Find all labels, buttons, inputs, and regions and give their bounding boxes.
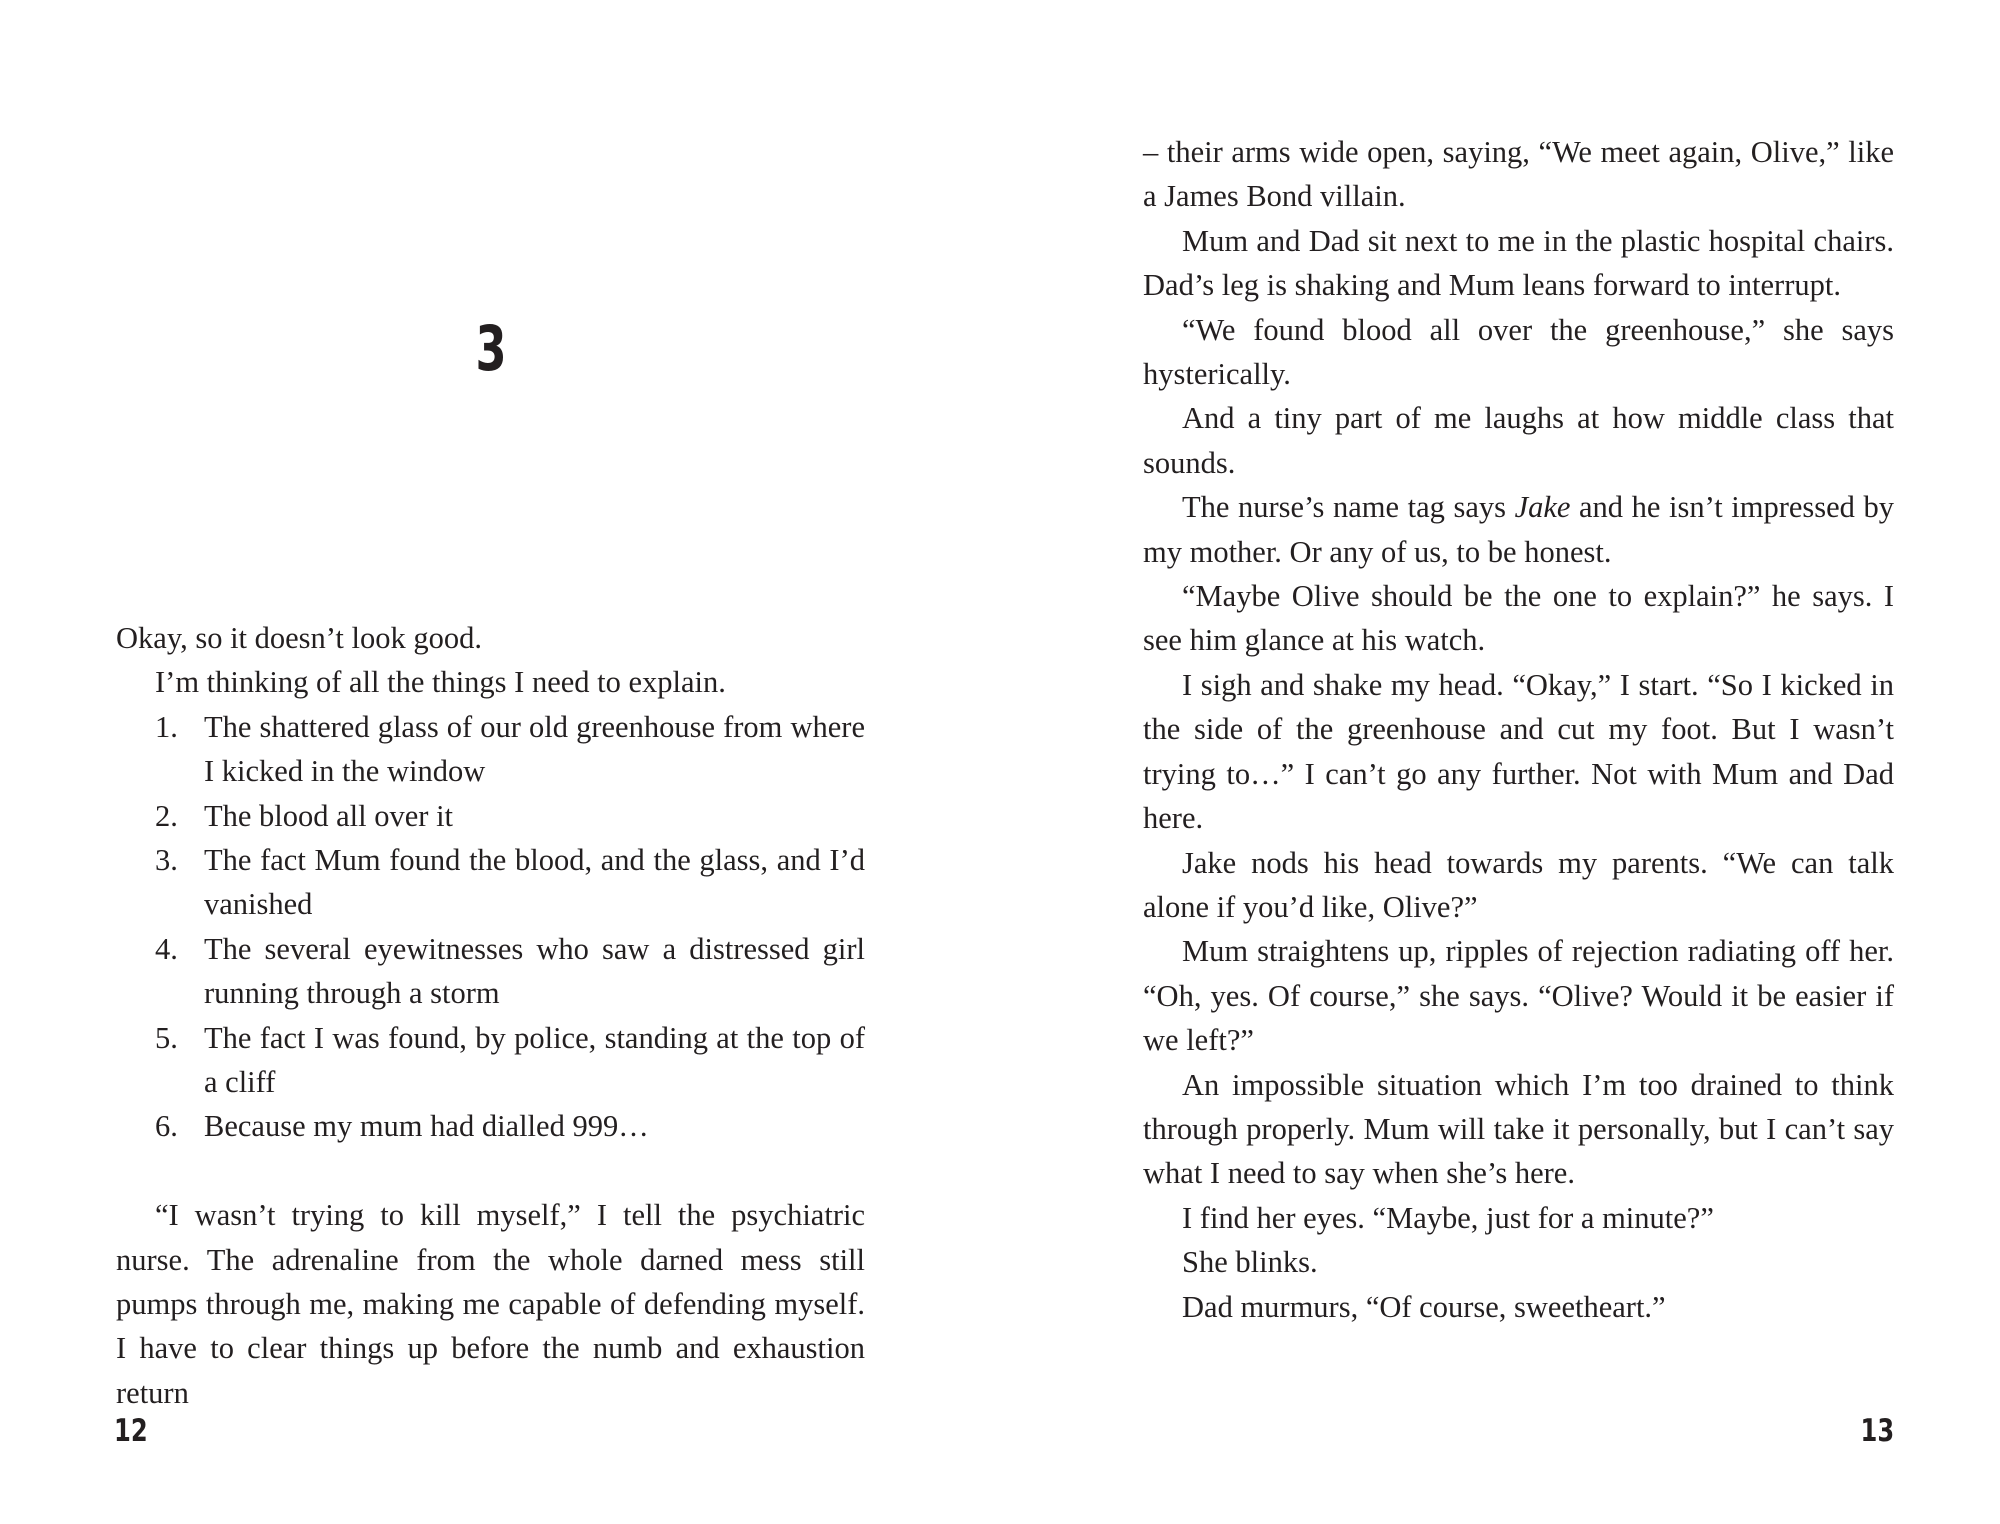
nurse-text-after: and he isn’t impressed by my mother. Or any of us, to be honest. xyxy=(1143,490,1894,569)
closing-paragraph: “I wasn’t trying to kill myself,” I tell the psychiatric nurse. The adrenaline from the whole darned mess still pumps through me, making me capable of defending myself. I have to clear things up before the numb and exhaustion return xyxy=(116,1198,865,1410)
opening-line: Okay, so it doesn’t look good. xyxy=(116,621,482,655)
list-item-text: Because my mum had dialled 999… xyxy=(204,1109,649,1144)
paragraph: And a tiny part of me laughs at how middle class that sounds. xyxy=(1143,401,1894,480)
chapter-number: 3 xyxy=(475,312,507,385)
nurse-paragraph xyxy=(1143,485,1894,574)
list-item-number: 5. xyxy=(155,1020,178,1055)
paragraph: Jake nods his head towards my parents. “We can talk alone if you’d like, Olive?” xyxy=(1143,845,1894,924)
paragraph: She blinks. xyxy=(1182,1245,1318,1280)
paragraph: Dad murmurs, “Of course, sweetheart.” xyxy=(1182,1289,1666,1324)
numbered-list xyxy=(116,705,865,1149)
list-item-text: The several eyewitnesses who saw a distressed girl running through a storm xyxy=(204,931,865,1011)
list-item-text: The fact Mum found the blood, and the glass, and I’d vanished xyxy=(204,843,865,922)
list-item-text: The fact I was found, by police, standing at the top of a cliff xyxy=(204,1020,865,1100)
nurse-text-before: The nurse’s name tag says xyxy=(1182,490,1515,525)
list-item-number: 6. xyxy=(155,1109,178,1144)
paragraph: “We found blood all over the greenhouse,” she says hysterically. xyxy=(1143,312,1894,392)
list-item-text: The blood all over it xyxy=(204,798,454,833)
section-spacer xyxy=(116,1149,865,1193)
paragraph: Mum and Dad sit next to me in the plastic hospital chairs. Dad’s leg is shaking and Mum leans forward to interrupt. xyxy=(1143,223,1894,303)
continuation-paragraph: – their arms wide open, saying, “We meet again, Olive,” like a James Bond villain. xyxy=(1143,135,1894,214)
right-page xyxy=(1000,0,2000,1524)
list-item xyxy=(116,1016,865,1105)
list-item-number: 3. xyxy=(155,843,178,878)
paragraph: An impossible situation which I’m too drained to think through properly. Mum will take it personally, but I can’t say what I need to say when she’s here. xyxy=(1143,1067,1894,1191)
list-item xyxy=(116,794,865,838)
list-item-text: The shattered glass of our old greenhouse from where I kicked in the window xyxy=(204,709,865,789)
paragraph: “Maybe Olive should be the one to explain?” he says. I see him glance at his watch. xyxy=(1143,579,1894,658)
list-item xyxy=(116,927,865,1016)
page-number-left: 12 xyxy=(114,1413,148,1449)
paragraph: I find her eyes. “Maybe, just for a minute?” xyxy=(1182,1200,1714,1235)
right-page-text xyxy=(1143,130,1894,1329)
nurse-name: Jake xyxy=(1514,490,1571,525)
left-page-text xyxy=(116,616,865,1415)
list-item xyxy=(116,838,865,927)
list-item-number: 4. xyxy=(155,931,178,966)
intro-line: I’m thinking of all the things I need to explain. xyxy=(155,665,726,700)
paragraph: Mum straightens up, ripples of rejection radiating off her. “Oh, yes. Of course,” she says. “Olive? Would it be easier if we left?” xyxy=(1143,934,1894,1058)
list-item-number: 2. xyxy=(155,798,178,833)
paragraph: I sigh and shake my head. “Okay,” I start. “So I kicked in the side of the greenhouse and cut my foot. But I wasn’t trying to…” I can’t go any further. Not with Mum and Dad here. xyxy=(1143,667,1894,836)
list-item xyxy=(116,705,865,794)
list-item xyxy=(116,1104,865,1148)
page-number-right: 13 xyxy=(1860,1413,1894,1449)
list-item-number: 1. xyxy=(155,709,178,744)
